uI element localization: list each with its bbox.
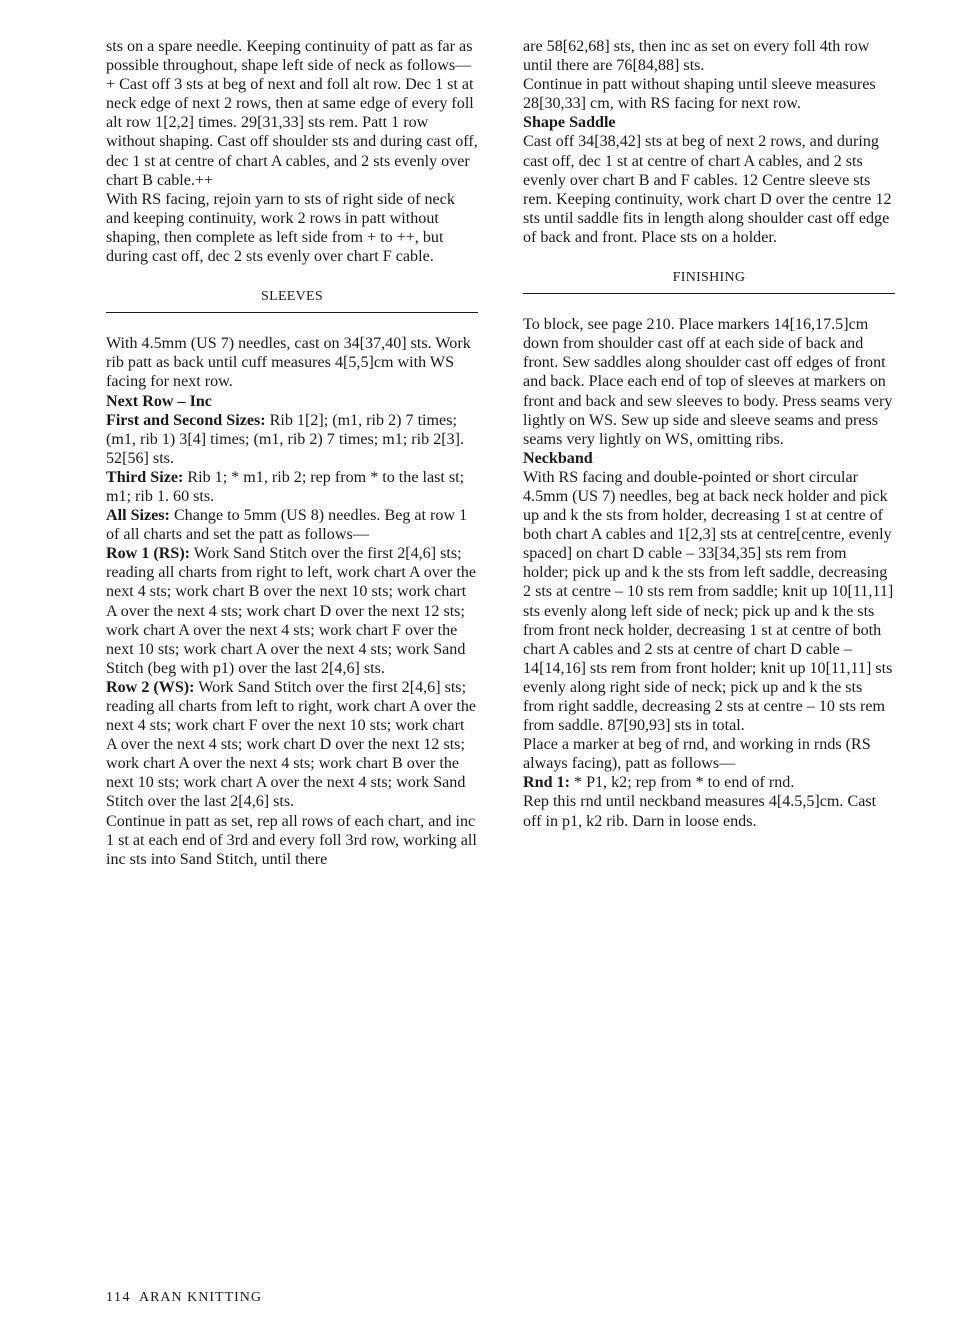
row-1-text: Work Sand Stitch over the first 2[4,6] sts; reading all charts from right to left, work chart A over the next 4 sts; work chart B over the next 10 sts; work chart A over the next 4 sts; work chart D over the next 12 sts; work chart A over the next 4 sts; work chart F over the next 10 sts; work chart A over the next 4 sts; work Sand Stitch (beg with p1) over the last 2[4,6] sts.: [106, 545, 477, 677]
continue-shaping-paragraph: Continue in patt without shaping until sleeve measures 28[30,33] cm, with RS facing for next row.: [523, 76, 876, 113]
intro-paragraph-3: With RS facing, rejoin yarn to sts of right side of neck and keeping continuity, work 2 rows in patt without shaping, then complete as left side from + to ++, but during cast off, dec 2 sts evenly over chart F cable.: [106, 190, 455, 266]
all-sizes-label: All Sizes:: [106, 507, 170, 525]
book-title: ARAN KNITTING: [138, 1290, 263, 1305]
neckband-label: Neckband: [523, 449, 593, 467]
row-1-paragraph: [106, 544, 478, 678]
left-column: [106, 37, 478, 869]
third-size-label: Third Size:: [106, 468, 184, 486]
increase-paragraph: are 58[62,68] sts, then inc as set on every foll 4th row until there are 76[84,88] sts.: [523, 38, 870, 75]
right-column: [523, 37, 895, 831]
first-second-sizes-paragraph: [106, 411, 478, 468]
next-row-inc-label: Next Row – Inc: [106, 392, 212, 410]
rnd-1-paragraph: [523, 773, 895, 792]
row-2-text: Work Sand Stitch over the first 2[4,6] sts; reading all charts from left to right, work chart A over the next 4 sts; work chart F over the next 10 sts; work chart A over the next 4 sts; work chart D over the next 12 sts; work chart A over the next 4 sts; work chart B over the next 10 sts; work chart A over the next 4 sts; work Sand Stitch over the last 2[4,6] sts.: [106, 678, 477, 811]
row-2-label: Row 2 (WS):: [106, 678, 195, 696]
rnd-1-text: * P1, k2; rep from * to end of rnd.: [569, 774, 795, 792]
sleeves-heading: SLEEVES: [106, 266, 478, 313]
first-second-sizes-text: Rib 1[2]; (m1, rib 2) 7 times; (m1, rib 1) 3[4] times; (m1, rib 2) 7 times; m1; rib 2[3]. 52[56] sts.: [106, 411, 465, 467]
page-footer: [106, 1290, 262, 1306]
row-1-label: Row 1 (RS):: [106, 545, 191, 563]
shape-saddle-paragraph: Cast off 34[38,42] sts at beg of next 2 rows, and during cast off, dec 1 st at centre of chart A cables, and 2 sts evenly over chart B and F cables. 12 Centre sleeve sts rem. Keeping continuity, work chart D over the centre 12 sts until saddle fits in length along shoulder cast off edge of back and front. Place sts on a holder.: [523, 133, 892, 246]
shape-saddle-label: Shape Saddle: [523, 114, 616, 132]
intro-paragraph-2: + Cast off 3 sts at beg of next and foll alt row. Dec 1 st at neck edge of next 2 rows, then at same edge of every foll alt row 1[2,2] times. 29[31,33] sts rem. Patt 1 row without shaping. Cast off shoulder sts and during cast off, dec 1 st at centre of chart A cables, and 2 sts evenly over chart B cable.++: [106, 76, 478, 189]
shape-saddle-heading: [523, 113, 895, 132]
final-paragraph: Rep this rnd until neckband measures 4[4.5,5]cm. Cast off in p1, k2 rib. Darn in loose ends.: [523, 793, 877, 830]
neckband-paragraph: With RS facing and double-pointed or short circular 4.5mm (US 7) needles, beg at back neck holder and pick up and k the sts from holder, decreasing 1 st at centre of both chart A cables and 1[2,3] sts at centre[centre, evenly spaced] on chart D cable – 33[34,35] sts rem from holder; pick up and k the sts from left saddle, decreasing 2 sts at centre – 10 sts rem from saddle; knit up 10[11,11] sts evenly along left side of neck; pick up and k the sts from front neck holder, decreasing 1 st at centre of both chart A cables and 2 sts at centre of chart D cable – 14[14,16] sts rem from front holder; knit up 10[11,11] sts evenly along right side of neck; pick up and k the sts from right saddle, decreasing 2 sts at centre – 10 sts rem from saddle. 87[90,93] sts in total.: [523, 468, 894, 735]
rnd-1-label: Rnd 1:: [523, 774, 570, 792]
intro-paragraph-1: sts on a spare needle. Keeping continuity of patt as far as possible throughout, shape left side of neck as follows—: [106, 38, 473, 75]
finishing-heading: FINISHING: [523, 247, 895, 294]
continue-paragraph: Continue in patt as set, rep all rows of each chart, and inc 1 st at each end of 3rd and every foll 3rd row, working all inc sts into Sand Stitch, until there: [106, 812, 477, 868]
next-row-inc-heading: [106, 392, 478, 411]
all-sizes-paragraph: [106, 506, 478, 544]
sleeves-cast-on-paragraph: With 4.5mm (US 7) needles, cast on 34[37,40] sts. Work rib patt as back until cuff measures 4[5,5]cm with WS facing for next row.: [106, 335, 471, 391]
finishing-paragraph: To block, see page 210. Place markers 14[16,17.5]cm down from shoulder cast off at each side of back and front. Sew saddles along shoulder cast off edges of front and back. Place each end of top of sleeves at markers on front and back and sew sleeves to body. Press seams very lightly on WS. Sew up side and sleeve seams and press seams very lightly on WS, omitting ribs.: [523, 316, 893, 448]
row-2-paragraph: [106, 678, 478, 812]
all-sizes-text: Change to 5mm (US 8) needles. Beg at row 1 of all charts and set the patt as follows—: [106, 507, 468, 544]
neckband-heading: [523, 449, 895, 468]
third-size-paragraph: [106, 468, 478, 506]
page-number: 114: [106, 1290, 131, 1305]
marker-paragraph: Place a marker at beg of rnd, and working in rnds (RS always facing), patt as follows—: [523, 736, 871, 773]
first-second-sizes-label: First and Second Sizes:: [106, 411, 266, 429]
third-size-text: Rib 1; * m1, rib 2; rep from * to the last st; m1; rib 1. 60 sts.: [106, 468, 465, 505]
